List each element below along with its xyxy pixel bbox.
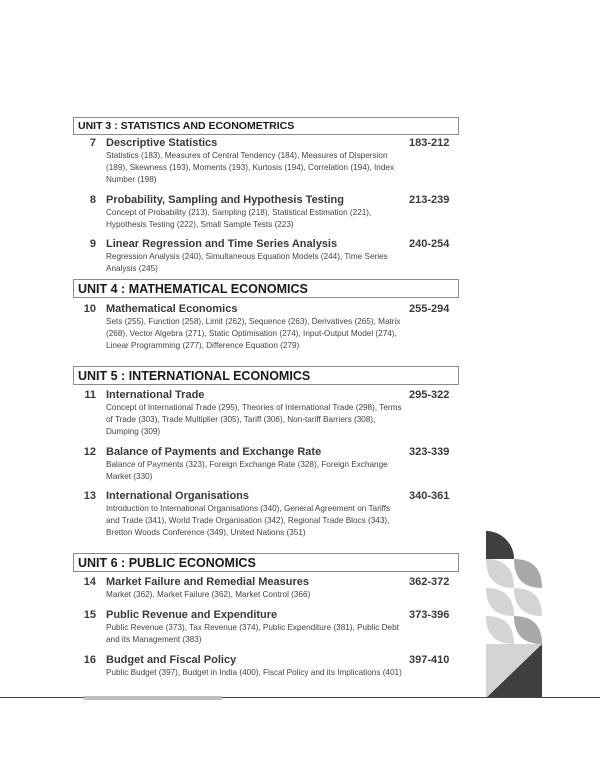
chapter-heading — [83, 302, 459, 316]
chapter-title: Probability, Sampling and Hypothesis Testing — [106, 194, 344, 206]
chapter-heading — [83, 489, 459, 503]
chapter-heading — [83, 237, 459, 251]
chapter-title: Linear Regression and Time Series Analysis — [106, 238, 338, 250]
chapter-number: 11 — [84, 389, 96, 401]
chapter-pages: 373-396 — [409, 609, 450, 621]
half-circle-shape — [486, 531, 514, 559]
chapter-entry — [73, 193, 459, 231]
chapter-number: 13 — [83, 490, 96, 502]
chapter-number: 7 — [89, 137, 96, 149]
chapter-title: Balance of Payments and Exchange Rate — [106, 446, 322, 458]
leaf-shape — [486, 559, 514, 588]
chapter-number: 14 — [83, 576, 96, 588]
chapter-pages: 295-322 — [409, 389, 450, 401]
chapter-topics: Regression Analysis (240), Simultaneous Equation Models (244), Time Series Analysis (245) — [106, 252, 388, 273]
chapter-heading — [83, 653, 459, 667]
unit-5-section — [73, 366, 459, 539]
chapter-topics: Concept of Probability (213), Sampling (218), Statistical Estimation (221), Hypothesis Testing (222), Small Sample Tests (223) — [106, 208, 372, 229]
chapter-pages: 323-339 — [409, 446, 450, 458]
chapter-number: 8 — [89, 194, 96, 206]
chapter-pages: 183-212 — [409, 137, 450, 149]
chapter-number: 12 — [83, 446, 96, 458]
table-of-contents — [73, 117, 459, 679]
chapter-heading — [83, 193, 459, 207]
chapter-heading — [83, 608, 459, 622]
decorative-shapes — [486, 530, 542, 698]
chapter-topics: Balance of Payments (323), Foreign Exchange Rate (328), Foreign Exchange Market (330) — [106, 460, 388, 481]
chapter-topics: Market (362), Market Failure (362), Market Control (366) — [106, 590, 311, 599]
unit-4-section — [73, 279, 459, 352]
chapter-entry — [73, 653, 459, 679]
chapter-heading — [83, 388, 459, 402]
unit-6-section — [73, 553, 459, 679]
chapter-topics: Public Revenue (373), Tax Revenue (374), Public Expenditure (381), Public Debt and its Management (383) — [106, 623, 399, 644]
chapter-title: Budget and Fiscal Policy — [106, 654, 237, 666]
bottom-tab-bar — [84, 696, 222, 700]
chapter-heading — [83, 445, 459, 459]
leaf-shape — [514, 588, 542, 616]
unit-header: UNIT 4 : MATHEMATICAL ECONOMICS — [73, 279, 459, 298]
chapter-pages: 240-254 — [409, 238, 450, 250]
chapter-entry — [73, 136, 459, 186]
chapter-title: International Organisations — [106, 490, 250, 502]
chapter-heading — [83, 575, 459, 589]
chapter-pages: 397-410 — [409, 654, 450, 666]
leaf-shape — [514, 559, 542, 588]
chapter-title: Market Failure and Remedial Measures — [106, 576, 309, 588]
chapter-entry — [73, 608, 459, 646]
chapter-topics: Public Budget (397), Budget in India (400), Fiscal Policy and its Implications (401) — [106, 668, 402, 677]
unit-header: UNIT 3 : STATISTICS AND ECONOMETRICS — [73, 117, 459, 135]
chapter-heading — [83, 136, 459, 150]
chapter-title: Descriptive Statistics — [106, 137, 218, 149]
chapter-title: International Trade — [106, 389, 205, 401]
chapter-entry — [73, 575, 459, 601]
unit-header: UNIT 5 : INTERNATIONAL ECONOMICS — [73, 366, 459, 385]
chapter-entry — [73, 388, 459, 438]
chapter-number: 10 — [83, 303, 96, 315]
chapter-title: Mathematical Economics — [106, 303, 238, 315]
chapter-pages: 213-239 — [409, 194, 450, 206]
leaf-shape — [486, 616, 514, 644]
chapter-topics: Sets (255), Function (258), Limit (262), Sequence (263), Derivatives (265), Matrix (268), Vector Algebra (271), Static Optimisation (274), Input-Output Model (274), Linear Programming (277), Difference Equation (279) — [106, 317, 401, 350]
leaf-shape — [486, 588, 514, 616]
chapter-entry — [73, 237, 459, 275]
chapter-topics: Concept of International Trade (295), Theories of International Trade (298), Terms of Trade (303), Trade Multiplier (305), Tariff (306), Non-tariff Barriers (308), Dumping (309) — [106, 403, 402, 436]
leaf-shape — [514, 616, 542, 644]
chapter-entry — [73, 445, 459, 483]
chapter-entry — [73, 302, 459, 352]
unit-header: UNIT 6 : PUBLIC ECONOMICS — [73, 553, 459, 572]
chapter-title: Public Revenue and Expenditure — [106, 609, 278, 621]
chapter-entry — [73, 489, 459, 539]
chapter-pages: 340-361 — [409, 490, 450, 502]
chapter-pages: 255-294 — [409, 303, 450, 315]
chapter-number: 9 — [89, 238, 96, 250]
chapter-pages: 362-372 — [409, 576, 450, 588]
unit-3-section — [73, 117, 459, 275]
chapter-number: 16 — [83, 654, 96, 666]
chapter-topics: Introduction to International Organisations (340), General Agreement on Tariffs and Trade (341), World Trade Organisation (342), Regional Trade Blocs (343), Bretton Woods Conference (349), United Nations (351) — [106, 504, 391, 537]
chapter-topics: Statistics (183), Measures of Central Tendency (184), Measures of Dispersion (189), Skewness (193), Moments (193), Kurtosis (194), Correlation (194), Index Number (198) — [106, 151, 395, 184]
chapter-number: 15 — [83, 609, 96, 621]
